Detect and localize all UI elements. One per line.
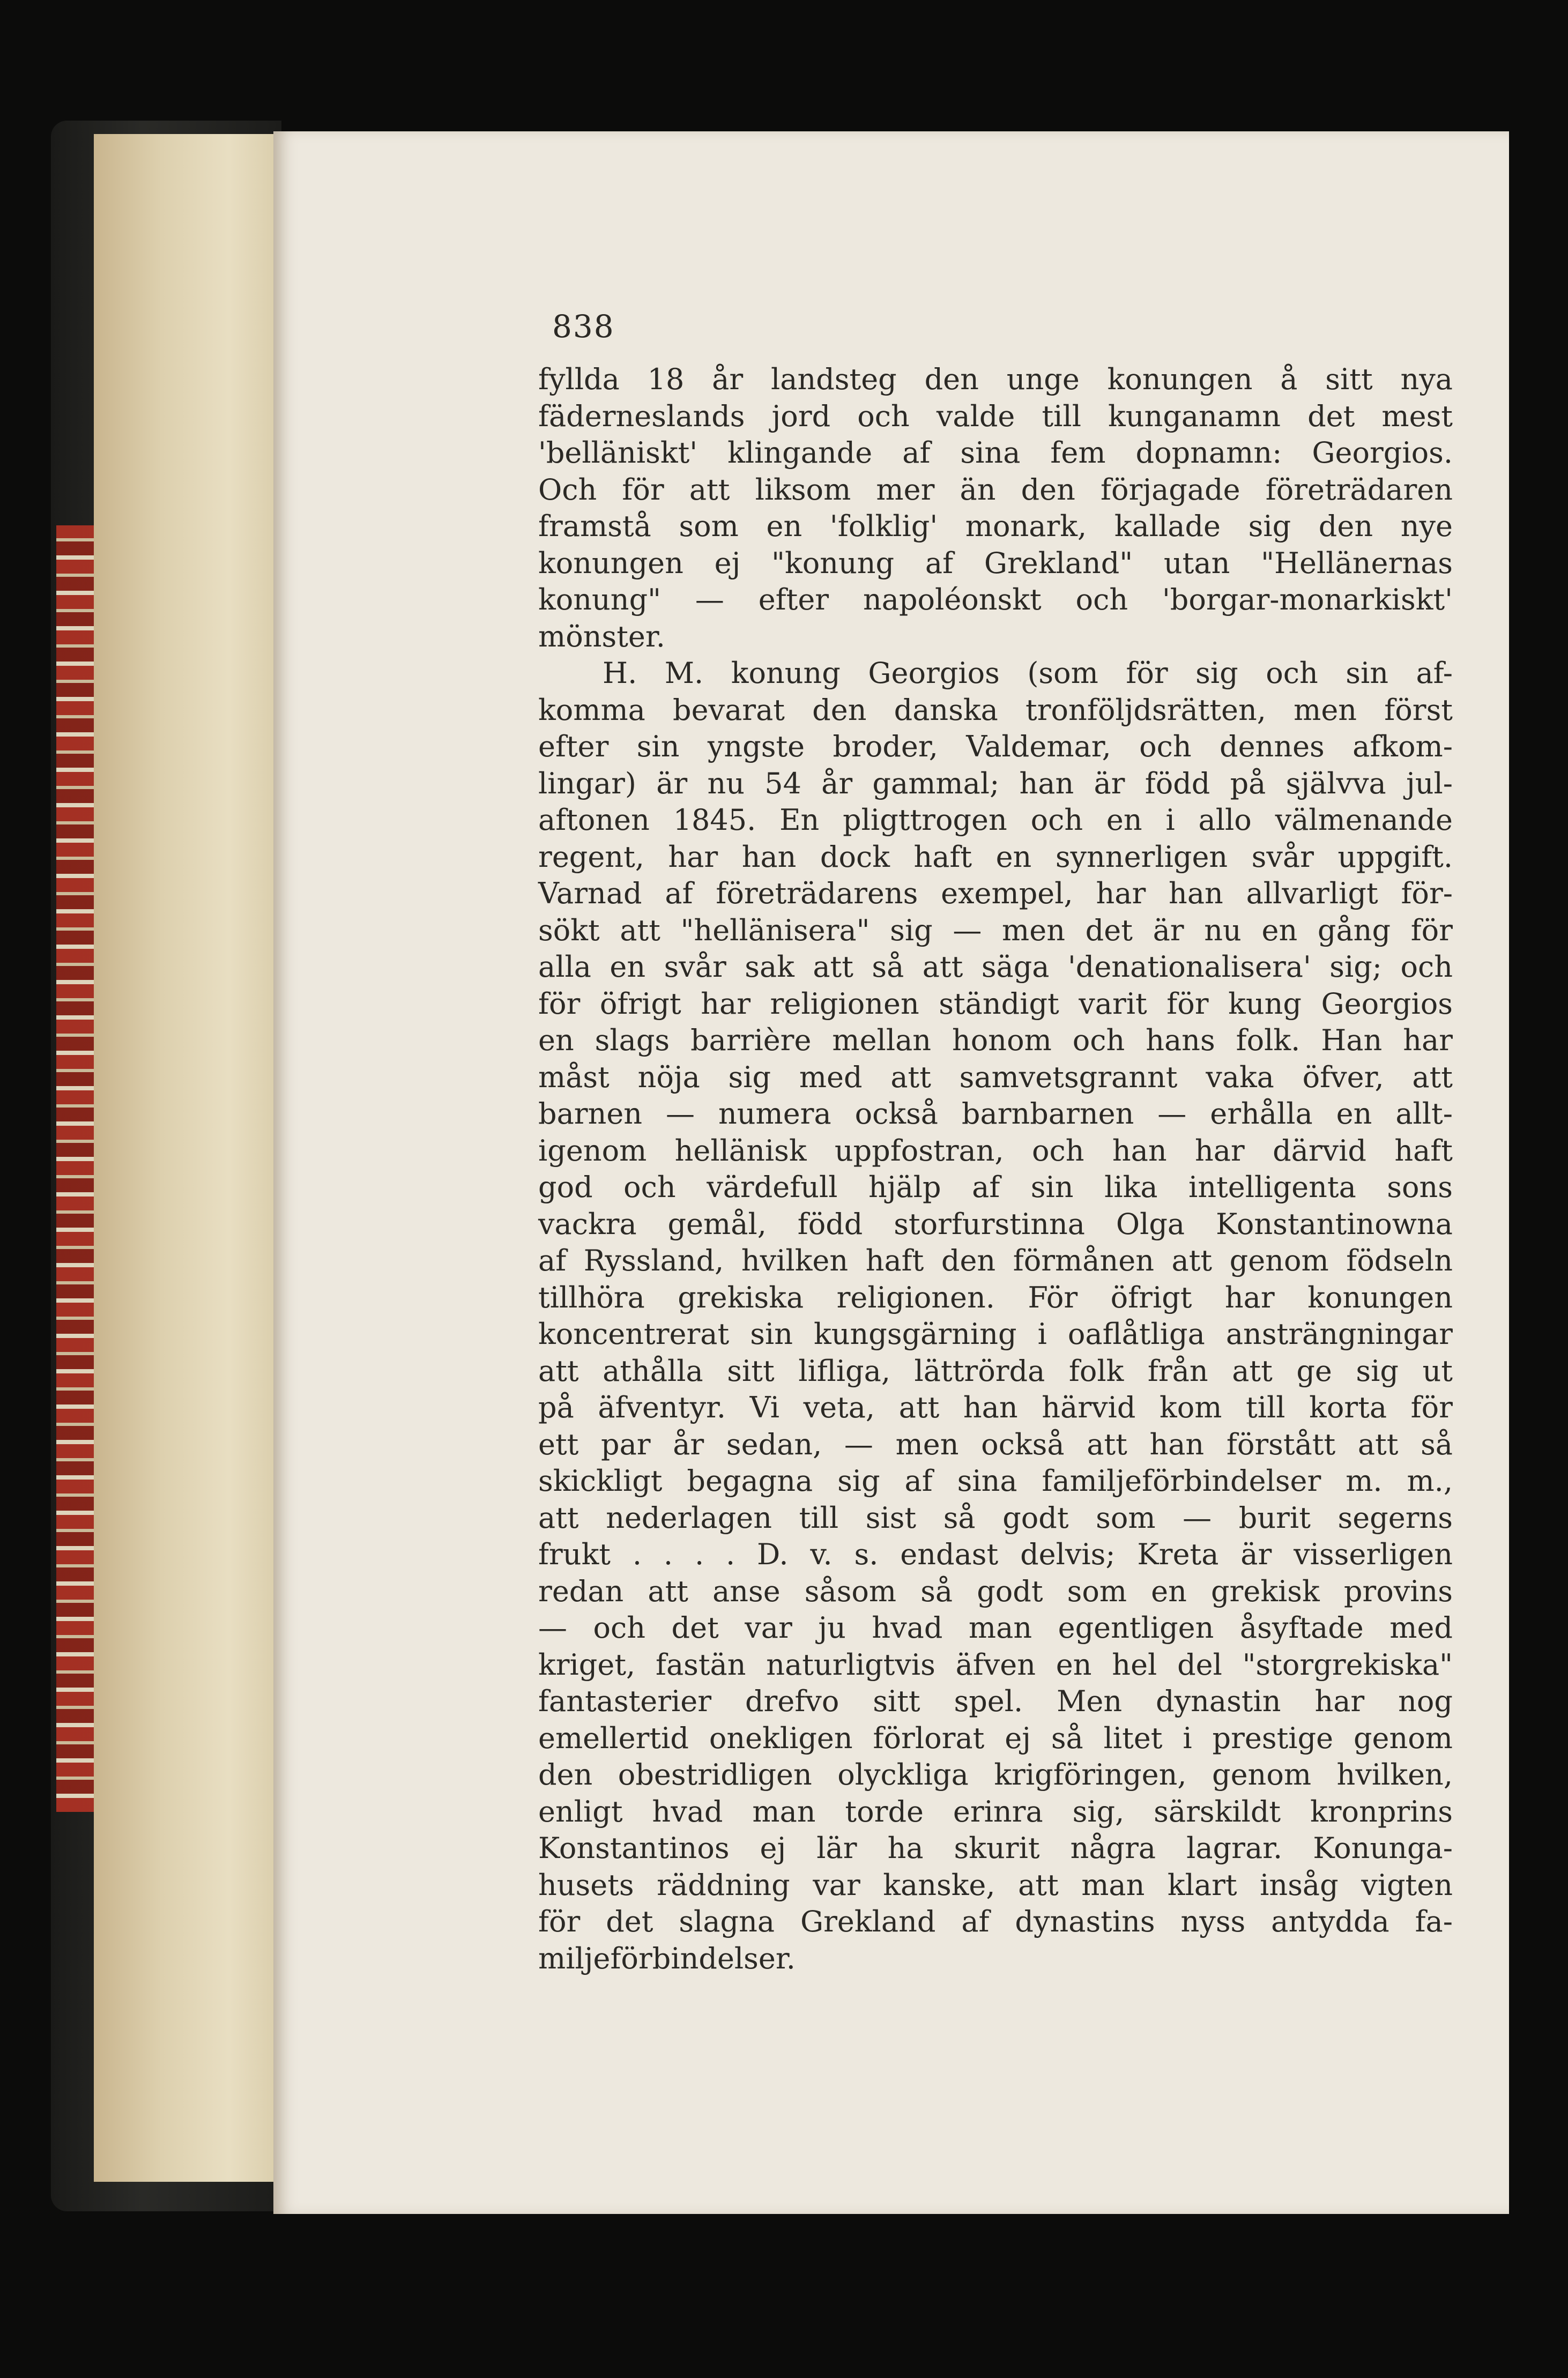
text-line: att nederlagen till sist så godt som — burit segerns bbox=[538, 1500, 1453, 1535]
text-line: konungen ej "konung af Grekland" utan "Hellänernas bbox=[538, 546, 1453, 580]
text-line: tillhöra grekiska religionen. För öfrigt har konungen bbox=[538, 1280, 1453, 1314]
text-line: emellertid onekligen förlorat ej så litet i prestige genom bbox=[538, 1721, 1453, 1755]
text-line: regent, har han dock haft en synnerligen svår uppgift. bbox=[538, 839, 1453, 874]
text-line: för det slagna Grekland af dynastins nyss antydda fa- bbox=[538, 1905, 1453, 1938]
text-line: frukt . . . . D. v. s. endast delvis; Kreta är visserligen bbox=[538, 1537, 1453, 1571]
page-number: 838 bbox=[552, 308, 615, 345]
text-line: — och det var ju hvad man egentligen åsyftade med bbox=[538, 1611, 1453, 1645]
text-line: igenom hellänisk uppfostran, och han har därvid haft bbox=[538, 1133, 1453, 1168]
text-line: ett par år sedan, — men också att han förstått att så bbox=[538, 1427, 1453, 1461]
text-line: konung" — efter napoléonskt och 'borgar-monarkiskt' bbox=[538, 583, 1453, 616]
text-line: på äfventyr. Vi veta, att han härvid kom till korta för bbox=[538, 1391, 1453, 1424]
text-line: vackra gemål, född storfurstinna Olga Konstantinowna bbox=[538, 1207, 1453, 1241]
page-edges bbox=[94, 134, 287, 2182]
text-line: fantasterier drefvo sitt spel. Men dynastin har nog bbox=[538, 1684, 1453, 1718]
text-line: mönster. bbox=[538, 619, 665, 653]
text-line: Varnad af företrädarens exempel, har han allvarligt för- bbox=[538, 876, 1453, 910]
text-line: af Ryssland, hvilken haft den förmånen att genom födseln bbox=[538, 1244, 1453, 1277]
text-line: komma bevarat den danska tronföljdsrätten, men först bbox=[538, 693, 1453, 727]
text-line: skickligt begagna sig af sina familjeförbindelser m. m., bbox=[538, 1464, 1453, 1498]
text-line: aftonen 1845. En pligttrogen och en i allo välmenande bbox=[538, 803, 1453, 837]
text-line: att athålla sitt lifliga, lättrörda folk från att ge sig ut bbox=[538, 1354, 1453, 1388]
text-line: kriget, fastän naturligtvis äfven en hel del "storgrekiska" bbox=[538, 1647, 1453, 1682]
text-line: H. M. konung Georgios (som för sig och sin af- bbox=[603, 656, 1453, 690]
text-line: 'belläniskt' klingande af sina fem dopnamn: Georgios. bbox=[538, 436, 1453, 470]
text-line: barnen — numera också barnbarnen — erhålla en allt- bbox=[538, 1097, 1453, 1131]
text-line: måst nöja sig med att samvetsgrannt vaka öfver, att bbox=[538, 1060, 1453, 1094]
text-line: Konstantinos ej lär ha skurit några lagrar. Konunga- bbox=[538, 1831, 1453, 1865]
body-text bbox=[538, 361, 1453, 1977]
text-line: för öfrigt har religionen ständigt varit för kung Georgios bbox=[538, 986, 1453, 1021]
text-line: koncentrerat sin kungsgärning i oaflåtliga ansträngningar bbox=[538, 1317, 1453, 1351]
text-line: enligt hvad man torde erinra sig, särskildt kronprins bbox=[538, 1794, 1453, 1829]
text-line: fäderneslands jord och valde till kunganamn det mest bbox=[538, 399, 1453, 433]
text-line: framstå som en 'folklig' monark, kallade sig den nye bbox=[538, 509, 1453, 543]
text-line: alla en svår sak att så att säga 'denationalisera' sig; och bbox=[538, 950, 1453, 984]
text-line: en slags barrière mellan honom och hans folk. Han har bbox=[538, 1023, 1453, 1057]
text-line: lingar) är nu 54 år gammal; han är född på självva jul- bbox=[538, 766, 1453, 800]
text-line: redan att anse såsom så godt som en grekisk provins bbox=[538, 1574, 1453, 1608]
text-line: miljeförbindelser. bbox=[538, 1941, 796, 1975]
text-line: sökt att "hellänisera" sig — men det är nu en gång för bbox=[538, 913, 1453, 947]
text-line: Och för att liksom mer än den förjagade företrädaren bbox=[538, 472, 1453, 507]
text-line: husets räddning var kanske, att man klart insåg vigten bbox=[538, 1868, 1453, 1902]
text-line: fyllda 18 år landsteg den unge konungen å sitt nya bbox=[538, 362, 1453, 396]
text-line: den obestridligen olyckliga krigföringen, genom hvilken, bbox=[538, 1758, 1453, 1792]
text-line: god och värdefull hjälp af sin lika intelligenta sons bbox=[538, 1170, 1453, 1204]
text-line: efter sin yngste broder, Valdemar, och dennes afkom- bbox=[538, 730, 1453, 763]
